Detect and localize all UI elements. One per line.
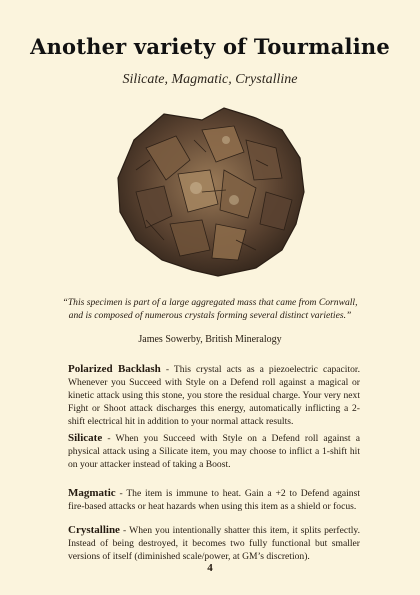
entry-crystalline: [68, 524, 360, 563]
entry-text: - When you intentionally shatter this item, it splits perfectly. Instead of being destroyed, it becomes two fully functional but smaller versions of itself (diminished scale/power, at GM’s discretion).: [68, 525, 360, 562]
entry-text: - When you Succeed with Style on a Defend roll against a physical attack using a Silicate item, you may choose to inflict a 1-shift hit on your attacker instead of taking a Boost.: [68, 433, 360, 470]
entry-silicate: [68, 432, 360, 471]
mineral-specimen-illustration: [106, 100, 312, 282]
entry-polarized-backlash: [68, 363, 360, 428]
quote-source: James Sowerby, British Mineralogy: [138, 334, 282, 345]
entry-text: - This crystal acts as a piezoelectric capacitor. Whenever you Succeed with Style on a Defend roll against a magical or kinetic attack using this stone, you store the residual charge. Your very next Fight or Shoot attack discharges this energy, automatically inflicting a 2-shift electrical hit in addition to your normal attack results.: [68, 364, 361, 427]
page-subtitle: Silicate, Magmatic, Crystalline: [122, 72, 298, 87]
page-title: Another variety of Tourmaline: [30, 34, 390, 59]
entry-term: Silicate: [68, 432, 103, 444]
entry-term: Crystalline: [68, 524, 120, 536]
entry-term: Magmatic: [68, 487, 116, 499]
entry-term: Polarized Backlash: [68, 363, 161, 375]
entry-magmatic: [68, 487, 360, 513]
page-number: 4: [207, 562, 213, 574]
entry-text: - The item is immune to heat. Gain a +2 to Defend against fire-based attacks or heat hazards when using this item as a shield or focus.: [68, 488, 360, 512]
specimen-quote: “This specimen is part of a large aggregated mass that came from Cornwall, and is composed of numerous crystals forming several distinct varieties.”: [62, 297, 358, 321]
